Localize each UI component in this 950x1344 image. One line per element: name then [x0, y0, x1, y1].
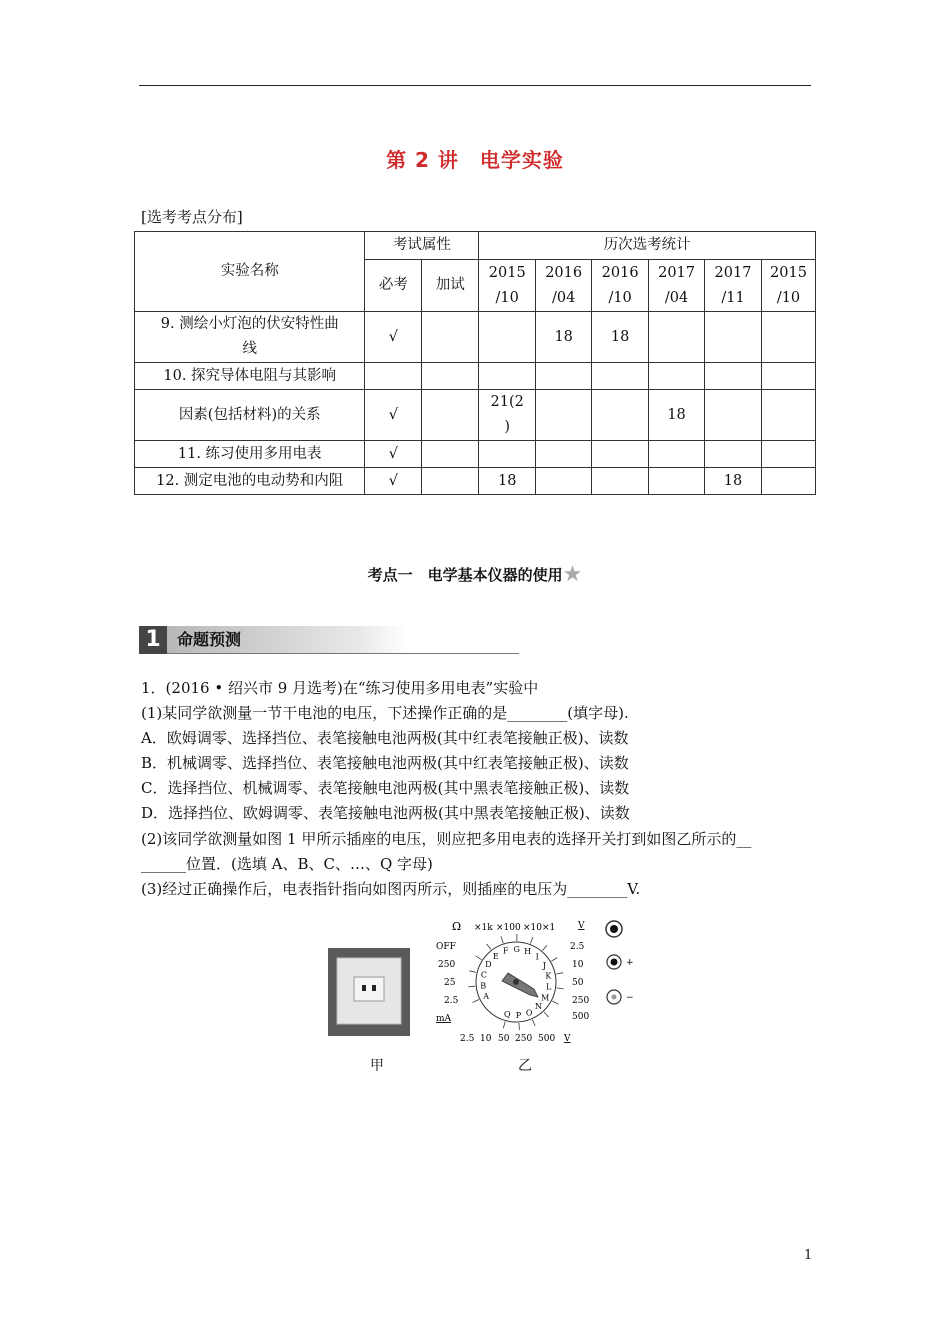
cell-required: √: [365, 468, 422, 495]
table-cell: [479, 312, 536, 363]
dial-label: 50: [498, 1034, 510, 1044]
table-cell: [592, 468, 649, 495]
table-cell: 18: [705, 468, 762, 495]
dial-tick: [530, 937, 533, 944]
dial-label: 250: [515, 1034, 533, 1044]
table-cell: [649, 363, 705, 390]
header-stats: 历次选考统计: [479, 232, 816, 260]
dial-label-ohm: Ω: [452, 920, 462, 933]
table-cell: [536, 441, 592, 468]
dial-letter-n: N: [535, 1002, 542, 1012]
table-cell: [592, 390, 649, 441]
dial-label: 25: [444, 978, 456, 988]
dial-label: 250: [572, 996, 590, 1006]
dial-label: mA: [436, 1014, 452, 1024]
figure-label-b: 乙: [518, 1058, 532, 1074]
cell-required: [365, 363, 422, 390]
cell-required: √: [365, 390, 422, 441]
row-name: 12. 测定电池的电动势和内阻: [135, 468, 365, 495]
table-row: [135, 468, 816, 495]
cell-extra: [422, 390, 479, 441]
year-header: 2017 /04: [649, 260, 705, 312]
figure-label-a: 甲: [370, 1058, 384, 1074]
cell-extra: [422, 468, 479, 495]
dial-label: 2.5: [570, 942, 585, 952]
table-cell: [705, 390, 762, 441]
table-row: [135, 441, 816, 468]
dial-letter-p: P: [515, 1010, 522, 1020]
dial-label-v-dc: V: [578, 921, 585, 931]
dial-tick: [468, 986, 475, 987]
dial-tick: [542, 945, 547, 950]
dial-tick: [544, 1012, 549, 1017]
dial-tick: [519, 1023, 520, 1030]
dial-letter-a: A: [483, 992, 490, 1002]
dial-tick: [473, 1000, 479, 1003]
dial-tick: [503, 1022, 505, 1029]
dial-tick: [557, 988, 564, 989]
dial-label: ×10: [523, 923, 542, 933]
dial-letter-d: D: [485, 960, 492, 970]
year-header: 2017 /11: [705, 260, 762, 312]
row-name: 因素(包括材料)的关系: [135, 390, 365, 441]
table-cell: [649, 468, 705, 495]
dial-letter-q: Q: [504, 1009, 511, 1019]
question-part-1: (1)某同学欲测量一节干电池的电压，下述操作正确的是________(填字母).: [141, 704, 629, 722]
option-a: A．欧姆调零、选择挡位、表笔接触电池两极(其中红表笔接触正极)、读数: [141, 729, 629, 747]
subsection-title: 考点一 电学基本仪器的使用: [367, 566, 563, 584]
table-cell: [705, 312, 762, 363]
option-b: B．机械调零、选择挡位、表笔接触电池两极(其中红表笔接触正极)、读数: [141, 754, 629, 772]
table-row: [135, 312, 816, 363]
cell-required: √: [365, 312, 422, 363]
table-cell: [592, 363, 649, 390]
table-cell: [649, 441, 705, 468]
header-experiment-name: 实验名称: [135, 232, 365, 312]
cell-extra: [422, 441, 479, 468]
table-cell: [761, 312, 815, 363]
dial-letter-j: J: [542, 961, 547, 971]
table-cell: 21(2 ): [479, 390, 536, 441]
multimeter-dial: [430, 915, 650, 1050]
jack-v-center: [610, 925, 618, 933]
header-exam-attr: 考试属性: [365, 232, 479, 260]
jack-minus-label: −: [626, 993, 634, 1003]
exam-stats-table: [134, 231, 816, 495]
dial-letter-h: H: [524, 947, 532, 957]
table-cell: [536, 468, 592, 495]
dial-tick: [469, 971, 476, 973]
dial-label: 10: [480, 1034, 492, 1044]
dial-label: ×1k: [474, 923, 493, 933]
table-cell: 18: [649, 390, 705, 441]
table-cell: 18: [592, 312, 649, 363]
table-cell: [761, 468, 815, 495]
banner-underline: [167, 653, 519, 654]
option-c: C．选择挡位、机械调零、表笔接触电池两极(其中黑表笔接触正极)、读数: [141, 779, 630, 797]
section-label: [选考考点分布]: [141, 208, 243, 226]
dial-tick: [532, 1020, 535, 1026]
table-row: [135, 363, 816, 390]
subsection-heading: [0, 562, 950, 587]
header-rule: [139, 85, 811, 86]
jack-plus-center: [611, 959, 618, 966]
dial-tick: [551, 958, 557, 962]
table-cell: [536, 363, 592, 390]
dial-label: 250: [438, 960, 456, 970]
dial-label: OFF: [436, 942, 456, 952]
table-cell: 18: [479, 468, 536, 495]
table-cell: [705, 441, 762, 468]
dial-letter-b: B: [480, 981, 487, 991]
header-required: 必考: [365, 260, 422, 312]
table-cell: [761, 441, 815, 468]
question-part-2-cont: ______位置．(选填 A、B、C、…、Q 字母): [141, 855, 433, 873]
page-number: 1: [804, 1248, 813, 1263]
row-name: 9. 测绘小灯泡的伏安特性曲 线: [135, 312, 365, 363]
option-d: D．选择挡位、欧姆调零、表笔接触电池两极(其中黑表笔接触正极)、读数: [141, 804, 630, 822]
dial-letter-g: G: [513, 945, 520, 954]
dial-label: ×1: [542, 923, 556, 933]
table-cell: [479, 363, 536, 390]
dial-tick: [501, 936, 503, 943]
dial-label: 500: [572, 1012, 590, 1022]
dial-tick: [556, 973, 563, 974]
banner-number: 1: [139, 626, 167, 654]
dial-letter-k: K: [545, 971, 552, 981]
dial-knob[interactable]: [502, 973, 538, 997]
table-cell: [479, 441, 536, 468]
question-part-2: (2)该同学欲测量如图 1 甲所示插座的电压，则应把多用电表的选择开关打到如图乙所示的__: [141, 830, 752, 848]
banner-label: 命题预测: [167, 626, 407, 654]
question-part-3: (3)经过正确操作后，电表指针指向如图丙所示，则插座的电压为________V.: [141, 880, 641, 898]
table-cell: [592, 441, 649, 468]
jack-plus-label: +: [626, 958, 634, 968]
dial-letter-c: C: [480, 970, 487, 980]
dial-letter-l: L: [546, 982, 552, 992]
dial-label: 2.5: [444, 996, 459, 1006]
dial-label: 10: [572, 960, 584, 970]
dial-label: V: [564, 1034, 571, 1044]
dial-letter-f: F: [502, 946, 509, 956]
table-cell: [761, 363, 815, 390]
row-name: 11. 练习使用多用电表: [135, 441, 365, 468]
dial-label: ×100: [496, 923, 521, 933]
row-name: 10. 探究导体电阻与其影响: [135, 363, 365, 390]
table-cell: 18: [536, 312, 592, 363]
table-cell: [705, 363, 762, 390]
dial-tick: [552, 1001, 558, 1004]
header-extra: 加试: [422, 260, 479, 312]
table-row: [135, 390, 816, 441]
dial-label: 2.5: [460, 1034, 475, 1044]
socket-photo: [328, 948, 410, 1036]
question-stem: 1．(2016 • 绍兴市 9 月选考)在“练习使用多用电表”实验中: [141, 679, 539, 697]
cell-extra: [422, 312, 479, 363]
year-header: 2016 /10: [592, 260, 649, 312]
dial-tick: [487, 944, 491, 950]
dial-label: 500: [538, 1034, 556, 1044]
dial-letter-i: I: [535, 952, 539, 962]
section-banner: [139, 626, 519, 654]
table-cell: [649, 312, 705, 363]
dial-letter-e: E: [492, 951, 499, 961]
table-cell: [536, 390, 592, 441]
table-cell: [761, 390, 815, 441]
dial-letter-o: O: [525, 1008, 533, 1018]
year-header: 2015 /10: [761, 260, 815, 312]
cell-extra: [422, 363, 479, 390]
year-header: 2015 /10: [479, 260, 536, 312]
jack-minus-center: [612, 995, 617, 1000]
cell-required: √: [365, 441, 422, 468]
dial-letter-m: M: [541, 993, 550, 1003]
page-title: 第 2 讲 电学实验: [386, 148, 564, 172]
star-icon: ★: [562, 562, 583, 587]
dial-label: 50: [572, 978, 584, 988]
dial-tick: [476, 956, 482, 960]
dial-center: [513, 979, 519, 985]
year-header: 2016 /04: [536, 260, 592, 312]
